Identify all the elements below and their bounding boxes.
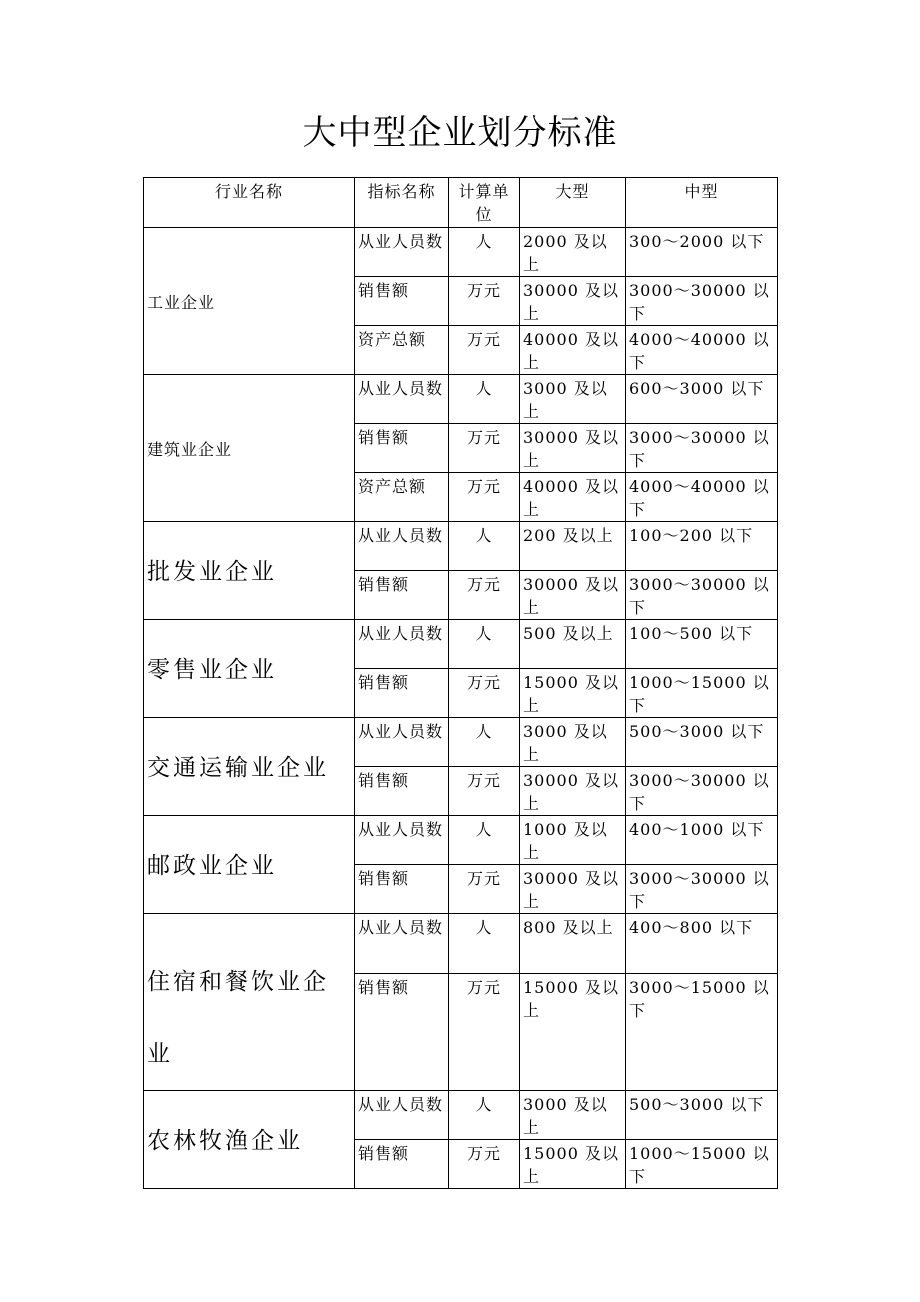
medium-cell: 400～1000 以下	[626, 816, 778, 865]
medium-cell: 1000～15000 以下	[626, 669, 778, 718]
indicator-cell: 销售额	[355, 974, 449, 1091]
indicator-cell: 销售额	[355, 424, 449, 473]
indicator-cell: 从业人员数	[355, 375, 449, 424]
large-cell: 1000 及以上	[520, 816, 626, 865]
unit-cell: 万元	[449, 277, 520, 326]
unit-cell: 万元	[449, 424, 520, 473]
industry-name: 交通运输业企业	[144, 718, 355, 816]
table-header-row	[144, 178, 778, 228]
indicator-cell: 从业人员数	[355, 718, 449, 767]
table-row	[144, 718, 778, 767]
page-title: 大中型企业划分标准	[302, 113, 618, 153]
medium-cell: 500～3000 以下	[626, 718, 778, 767]
medium-cell: 100～200 以下	[626, 522, 778, 571]
medium-cell: 3000～30000 以下	[626, 277, 778, 326]
industry-name: 批发业企业	[144, 522, 355, 620]
indicator-cell: 资产总额	[355, 326, 449, 375]
industry-name: 住宿和餐饮业企业	[144, 914, 355, 1091]
unit-cell: 万元	[449, 326, 520, 375]
medium-cell: 1000～15000 以下	[626, 1140, 778, 1189]
medium-cell: 4000～40000 以下	[626, 326, 778, 375]
indicator-cell: 销售额	[355, 1140, 449, 1189]
classification-table	[143, 177, 778, 1189]
header-industry: 行业名称	[144, 178, 355, 228]
indicator-cell: 销售额	[355, 767, 449, 816]
indicator-cell: 销售额	[355, 669, 449, 718]
medium-cell: 500～3000 以下	[626, 1091, 778, 1140]
unit-cell: 人	[449, 620, 520, 669]
medium-cell: 3000～30000 以下	[626, 865, 778, 914]
large-cell: 800 及以上	[520, 914, 626, 974]
table-row	[144, 816, 778, 865]
unit-cell: 万元	[449, 571, 520, 620]
industry-name: 邮政业企业	[144, 816, 355, 914]
medium-cell: 400～800 以下	[626, 914, 778, 974]
unit-cell: 人	[449, 522, 520, 571]
large-cell: 3000 及以上	[520, 718, 626, 767]
unit-cell: 人	[449, 816, 520, 865]
medium-cell: 4000～40000 以下	[626, 473, 778, 522]
indicator-cell: 从业人员数	[355, 816, 449, 865]
large-cell: 2000 及以上	[520, 228, 626, 277]
large-cell: 500 及以上	[520, 620, 626, 669]
unit-cell: 人	[449, 718, 520, 767]
industry-name: 建筑业企业	[144, 375, 355, 522]
table-row	[144, 1091, 778, 1140]
unit-cell: 万元	[449, 974, 520, 1091]
indicator-cell: 从业人员数	[355, 228, 449, 277]
unit-cell: 人	[449, 375, 520, 424]
large-cell: 30000 及以上	[520, 571, 626, 620]
large-cell: 15000 及以上	[520, 974, 626, 1091]
large-cell: 15000 及以上	[520, 1140, 626, 1189]
large-cell: 30000 及以上	[520, 767, 626, 816]
unit-cell: 万元	[449, 669, 520, 718]
large-cell: 3000 及以上	[520, 375, 626, 424]
indicator-cell: 从业人员数	[355, 620, 449, 669]
medium-cell: 3000～30000 以下	[626, 424, 778, 473]
unit-cell: 万元	[449, 473, 520, 522]
medium-cell: 600～3000 以下	[626, 375, 778, 424]
medium-cell: 3000～15000 以下	[626, 974, 778, 1091]
indicator-cell: 资产总额	[355, 473, 449, 522]
table-row	[144, 228, 778, 277]
large-cell: 30000 及以上	[520, 424, 626, 473]
unit-cell: 万元	[449, 767, 520, 816]
indicator-cell: 销售额	[355, 277, 449, 326]
large-cell: 3000 及以上	[520, 1091, 626, 1140]
industry-name: 农林牧渔企业	[144, 1091, 355, 1189]
medium-cell: 100～500 以下	[626, 620, 778, 669]
medium-cell: 3000～30000 以下	[626, 571, 778, 620]
large-cell: 30000 及以上	[520, 277, 626, 326]
unit-cell: 万元	[449, 865, 520, 914]
table-row	[144, 620, 778, 669]
large-cell: 40000 及以上	[520, 326, 626, 375]
unit-cell: 人	[449, 228, 520, 277]
industry-name: 工业企业	[144, 228, 355, 375]
medium-cell: 3000～30000 以下	[626, 767, 778, 816]
indicator-cell: 从业人员数	[355, 914, 449, 974]
industry-name: 零售业企业	[144, 620, 355, 718]
medium-cell: 300～2000 以下	[626, 228, 778, 277]
indicator-cell: 销售额	[355, 865, 449, 914]
large-cell: 40000 及以上	[520, 473, 626, 522]
unit-cell: 万元	[449, 1140, 520, 1189]
header-indicator: 指标名称	[355, 178, 449, 228]
indicator-cell: 从业人员数	[355, 1091, 449, 1140]
indicator-cell: 从业人员数	[355, 522, 449, 571]
unit-cell: 人	[449, 914, 520, 974]
large-cell: 200 及以上	[520, 522, 626, 571]
header-unit: 计算单位	[449, 178, 520, 228]
large-cell: 30000 及以上	[520, 865, 626, 914]
indicator-cell: 销售额	[355, 571, 449, 620]
table-row	[144, 914, 778, 974]
header-medium: 中型	[626, 178, 778, 228]
header-large: 大型	[520, 178, 626, 228]
table-row	[144, 375, 778, 424]
unit-cell: 人	[449, 1091, 520, 1140]
table-row	[144, 522, 778, 571]
large-cell: 15000 及以上	[520, 669, 626, 718]
